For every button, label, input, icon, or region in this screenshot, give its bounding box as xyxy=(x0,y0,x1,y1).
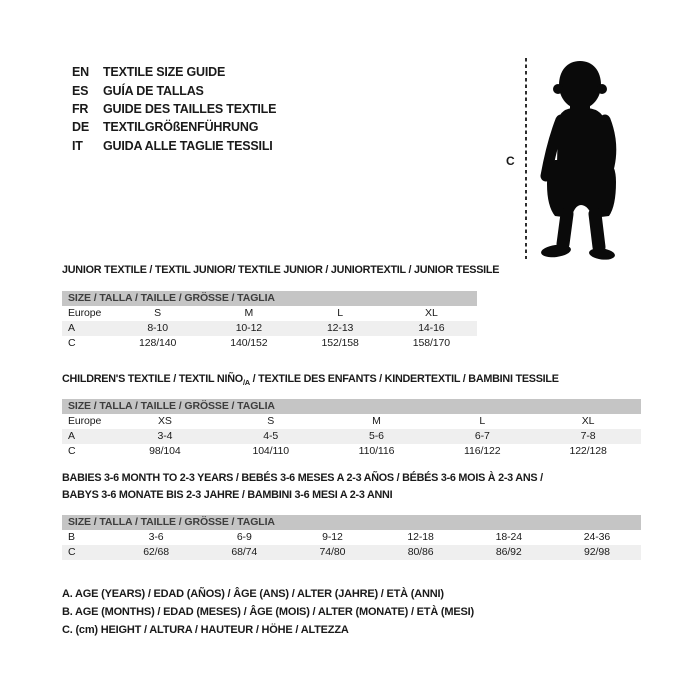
measurement-legend xyxy=(62,585,474,639)
language-label: GUÍA DE TALLAS xyxy=(103,83,204,98)
table-rows xyxy=(62,306,477,351)
table-row xyxy=(62,321,477,336)
table-cell: 62/68 xyxy=(143,546,169,558)
language-row-en xyxy=(72,63,276,81)
table-title-line xyxy=(62,470,641,487)
table-title xyxy=(62,371,641,391)
table-cell: 3-6 xyxy=(148,531,164,543)
table-cell: 9-12 xyxy=(322,531,343,543)
row-label: A xyxy=(68,430,75,443)
language-code: DE xyxy=(72,120,89,135)
language-code: FR xyxy=(72,101,89,116)
table-title-line xyxy=(62,262,500,279)
table-cell: 98/104 xyxy=(149,445,181,458)
table-title-text: /A xyxy=(242,378,250,388)
babies-textile-table xyxy=(62,470,641,560)
childrens-textile-table xyxy=(62,371,641,459)
table-cell: 4-5 xyxy=(263,430,279,443)
junior-textile-table xyxy=(62,262,500,351)
table-cell: 18-24 xyxy=(495,531,522,543)
table-cell: 24-36 xyxy=(583,531,611,543)
language-row-it xyxy=(72,137,276,155)
table-rows xyxy=(62,414,641,459)
table-cell: 12-13 xyxy=(326,322,354,334)
table-title-text: CHILDREN'S TEXTILE / TEXTIL NIÑO xyxy=(62,373,243,385)
table-cell: 14-16 xyxy=(418,322,445,334)
height-measure-dashed-line xyxy=(525,58,527,259)
table-row xyxy=(62,306,477,321)
row-label: C xyxy=(68,337,76,349)
table-cell: XL xyxy=(425,307,438,319)
table-row xyxy=(62,444,641,459)
language-row-es xyxy=(72,81,276,99)
table-cell: 80/86 xyxy=(407,546,434,558)
row-label: C xyxy=(68,445,76,458)
table-row xyxy=(62,545,641,560)
table-row xyxy=(62,429,641,444)
table-cell: 122/128 xyxy=(569,445,607,458)
row-label: C xyxy=(68,546,76,558)
table-cell: 3-4 xyxy=(157,430,173,443)
table-cell: 10-12 xyxy=(235,322,263,334)
language-code: EN xyxy=(72,65,89,80)
table-cell: XS xyxy=(157,415,172,428)
table-title-text: / TEXTILE DES ENFANTS / KINDERTEXTIL / BAMBINI TESSILE xyxy=(249,373,559,385)
table-cell: S xyxy=(267,415,275,428)
table-title xyxy=(62,262,500,279)
language-list xyxy=(72,63,276,155)
table-row xyxy=(62,414,641,429)
table-title xyxy=(62,470,641,504)
table-cell: 152/158 xyxy=(321,337,359,349)
language-code: ES xyxy=(72,83,89,98)
table-cell: M xyxy=(244,307,254,319)
table-cell: 92/98 xyxy=(584,546,610,558)
table-row xyxy=(62,336,477,351)
table-cell: 6-7 xyxy=(474,430,490,443)
table-size-header-bar: SIZE / TALLA / TAILLE / GRÖSSE / TAGLIA xyxy=(62,291,477,306)
language-row-de xyxy=(72,118,276,136)
row-label: Europe xyxy=(68,415,102,428)
legend-line-a: A. AGE (YEARS) / EDAD (AÑOS) / ÂGE (ANS) / ALTER (JAHRE) / ETÀ (ANNI) xyxy=(62,588,444,600)
table-cell: 7-8 xyxy=(580,430,596,443)
table-cell: XL xyxy=(581,415,595,428)
table-size-header-bar: SIZE / TALLA / TAILLE / GRÖSSE / TAGLIA xyxy=(62,399,641,414)
table-cell: 74/80 xyxy=(319,546,346,558)
table-cell: 140/152 xyxy=(230,337,268,349)
table-cell: 6-9 xyxy=(236,531,252,543)
table-title-line xyxy=(62,371,641,391)
row-label: B xyxy=(68,531,75,543)
row-label: A xyxy=(68,322,75,334)
table-cell: L xyxy=(479,415,486,428)
language-label: TEXTILGRÖßENFÜHRUNG xyxy=(103,120,259,135)
table-title-text: BABYS 3-6 MONATE BIS 2-3 JAHRE / BAMBINI 3-6 MESI A 2-3 ANNI xyxy=(62,489,393,501)
legend-line-b: B. AGE (MONTHS) / EDAD (MESES) / ÂGE (MOIS) / ALTER (MONATE) / ETÀ (MESI) xyxy=(62,606,474,618)
table-rows xyxy=(62,530,641,560)
table-cell: M xyxy=(372,415,381,428)
row-label: Europe xyxy=(68,307,102,319)
legend-line-c: C. (cm) HEIGHT / ALTURA / HAUTEUR / HÖHE / ALTEZZA xyxy=(62,624,349,636)
table-title-text: BABIES 3-6 MONTH TO 2-3 YEARS / BEBÉS 3-6 MESES A 2-3 AÑOS / BÉBÉS 3-6 MOIS À 2-3 ANS / xyxy=(62,472,543,484)
table-cell: S xyxy=(154,307,162,319)
table-cell: 128/140 xyxy=(138,337,177,349)
table-cell: 5-6 xyxy=(369,430,384,443)
language-code: IT xyxy=(72,138,83,153)
table-title-text: JUNIOR TEXTILE / TEXTIL JUNIOR/ TEXTILE JUNIOR / JUNIORTEXTIL / JUNIOR TESSILE xyxy=(62,264,500,276)
language-label: GUIDA ALLE TAGLIE TESSILI xyxy=(103,138,273,153)
language-label: TEXTILE SIZE GUIDE xyxy=(103,65,226,80)
language-label: GUIDE DES TAILLES TEXTILE xyxy=(103,101,277,116)
table-cell: 116/122 xyxy=(464,445,501,458)
table-size-header-bar: SIZE / TALLA / TAILLE / GRÖSSE / TAGLIA xyxy=(62,515,641,530)
table-cell: 12-18 xyxy=(407,531,434,543)
table-cell: 110/116 xyxy=(358,445,395,458)
table-cell: 86/92 xyxy=(495,546,522,558)
baby-figure xyxy=(500,52,648,266)
table-cell: 68/74 xyxy=(231,546,258,558)
table-cell: 104/110 xyxy=(252,445,289,458)
table-cell: 8-10 xyxy=(147,322,168,334)
language-row-fr xyxy=(72,100,276,118)
table-cell: 158/170 xyxy=(412,337,450,349)
height-measure-label: C xyxy=(506,154,515,168)
table-title-line xyxy=(62,487,641,504)
baby-silhouette-icon xyxy=(536,58,641,260)
table-row xyxy=(62,530,641,545)
table-cell: L xyxy=(337,307,343,319)
